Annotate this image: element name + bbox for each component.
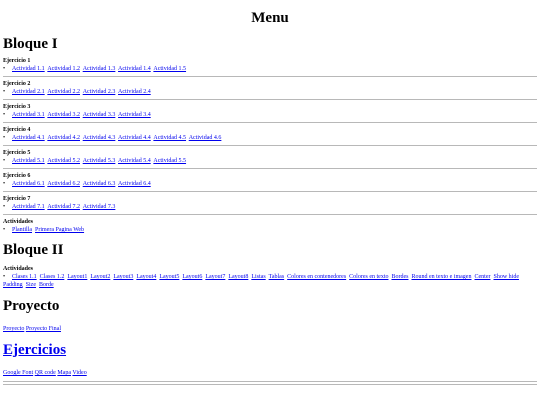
exercise-title: Ejercicio 6	[3, 173, 31, 179]
exercise-title: Ejercicio 3	[3, 104, 31, 110]
activity-link[interactable]: Size	[25, 282, 37, 288]
activity-link[interactable]: Layout7	[205, 274, 226, 280]
bullet: •	[3, 181, 6, 187]
activity-link[interactable]: Actividad 2.1	[12, 89, 45, 95]
separator	[3, 384, 537, 385]
separator	[3, 99, 537, 100]
activity-link[interactable]: Round en texto e imagen	[411, 274, 472, 280]
activity-link[interactable]: Actividad 4.2	[47, 135, 81, 141]
link-qr-code[interactable]: QR code	[34, 370, 56, 376]
exercise-block	[3, 104, 537, 123]
activity-link[interactable]: Colores en texto	[349, 274, 389, 280]
exercise-title: Ejercicio 5	[3, 150, 31, 156]
exercise-links	[3, 157, 537, 165]
bloque2-title: Bloque II	[3, 242, 64, 258]
activity-link[interactable]: Actividad 5.1	[12, 158, 45, 164]
exercise-links	[3, 65, 537, 73]
activity-link[interactable]: Padding	[3, 282, 23, 288]
exercise-title: Ejercicio 4	[3, 127, 31, 133]
activity-link[interactable]: Actividad 5.4	[118, 158, 151, 164]
activity-link[interactable]: Actividad 6.3	[82, 181, 116, 187]
activity-link[interactable]: Actividad 4.1	[12, 135, 45, 141]
exercise-links	[3, 111, 537, 119]
bullet: •	[3, 66, 6, 72]
activity-link[interactable]: Actividad 5.2	[47, 158, 81, 164]
exercise-title: Ejercicio 1	[3, 58, 31, 64]
activity-link[interactable]: Actividad 1.2	[47, 66, 81, 72]
activity-link[interactable]: Actividad 4.6	[188, 135, 222, 141]
bullet: •	[3, 158, 6, 164]
exercise-links	[3, 88, 537, 96]
link-primera-pagina-web[interactable]: Primera Pagina Web	[35, 227, 85, 233]
exercise-links	[3, 180, 537, 188]
exercise-block	[3, 196, 537, 215]
activity-link[interactable]: Actividad 7.3	[82, 204, 116, 210]
bloque1-title: Bloque I	[3, 36, 58, 52]
activity-link[interactable]: Actividad 2.3	[82, 89, 116, 95]
separator	[3, 76, 537, 77]
link-proyecto[interactable]: Proyecto	[3, 326, 25, 332]
link-proyecto-final[interactable]: Proyecto Final	[25, 326, 61, 332]
link-mapa[interactable]: Mapa	[57, 370, 72, 376]
separator	[3, 191, 537, 192]
ejercicios-links	[3, 369, 537, 377]
activity-link[interactable]: Actividad 3.1	[12, 112, 45, 118]
activity-link[interactable]: Clases 1.2	[39, 274, 65, 280]
activity-link[interactable]: Layout3	[113, 274, 134, 280]
activity-link[interactable]: Listas	[251, 274, 266, 280]
activity-link[interactable]: Actividad 1.1	[12, 66, 45, 72]
exercise-links	[3, 134, 537, 142]
activity-link[interactable]: Actividad 7.2	[47, 204, 81, 210]
activity-link[interactable]: Actividad 6.2	[47, 181, 81, 187]
link-google-font[interactable]: Google Font	[3, 370, 34, 376]
activity-link[interactable]: Actividad 2.2	[47, 89, 81, 95]
proyecto-title: Proyecto	[3, 298, 60, 314]
bloque2-actividades	[3, 266, 537, 289]
separator	[3, 145, 537, 146]
activity-link[interactable]: Clases 1.1	[12, 274, 37, 280]
exercise-title: Ejercicio 7	[3, 196, 31, 202]
activity-link[interactable]: Actividad 4.3	[82, 135, 116, 141]
proyecto-links	[3, 325, 537, 333]
activity-link[interactable]: Show hide	[493, 274, 519, 280]
activity-link[interactable]: Layout6	[182, 274, 203, 280]
activity-link[interactable]: Actividad 6.4	[118, 181, 151, 187]
exercise-block	[3, 58, 537, 77]
exercise-block	[3, 173, 537, 192]
bullet: •	[3, 274, 6, 280]
activity-link[interactable]: Layout1	[67, 274, 88, 280]
activity-link[interactable]: Layout2	[90, 274, 111, 280]
activity-link[interactable]: Bordes	[391, 274, 409, 280]
activity-link[interactable]: Actividad 3.4	[118, 112, 151, 118]
page-title: Menu	[251, 10, 289, 26]
activity-link[interactable]: Borde	[39, 282, 54, 288]
activity-link[interactable]: Actividad 1.4	[118, 66, 151, 72]
exercise-block	[3, 81, 537, 100]
activity-link[interactable]: Actividad 3.3	[82, 112, 116, 118]
activity-link[interactable]: Layout8	[228, 274, 249, 280]
bullet: •	[3, 135, 6, 141]
exercise-title: Ejercicio 2	[3, 81, 31, 87]
activity-link[interactable]: Tablas	[268, 274, 285, 280]
ejercicios-title-link[interactable]: Ejercicios	[3, 342, 67, 358]
activity-link[interactable]: Actividad 6.1	[12, 181, 45, 187]
exercise-block	[3, 150, 537, 169]
ejercicios-title	[3, 342, 537, 358]
bloque2-actividades-title: Actividades	[3, 266, 33, 272]
activity-link[interactable]: Actividad 1.5	[153, 66, 187, 72]
separator	[3, 168, 537, 169]
bloque1-actividades-title: Actividades	[3, 219, 33, 225]
separator	[3, 122, 537, 123]
bloque1-actividades-list	[3, 226, 537, 234]
bloque1-exercises	[3, 58, 537, 215]
activity-link[interactable]: Actividad 4.5	[153, 135, 187, 141]
bullet: •	[3, 89, 6, 95]
activity-link[interactable]: Center	[474, 274, 491, 280]
link-video[interactable]: Video	[72, 370, 87, 376]
page	[3, 0, 537, 385]
activity-link[interactable]: Layout5	[159, 274, 180, 280]
link-plantilla[interactable]: Plantilla	[12, 227, 32, 233]
activity-link[interactable]: Actividad 4.4	[118, 135, 151, 141]
separator	[3, 381, 537, 382]
activity-link[interactable]: Colores en contenedores	[287, 274, 347, 280]
activity-link[interactable]: Actividad 5.3	[82, 158, 116, 164]
activity-link[interactable]: Actividad 3.2	[47, 112, 81, 118]
activity-link[interactable]: Actividad 1.3	[82, 66, 116, 72]
separator	[3, 214, 537, 215]
bloque2-actividades-list	[3, 273, 537, 289]
bullet: •	[3, 204, 6, 210]
bullet: •	[3, 227, 6, 233]
bloque1-actividades	[3, 219, 537, 234]
activity-link[interactable]: Actividad 2.4	[118, 89, 151, 95]
bullet: •	[3, 112, 6, 118]
activity-link[interactable]: Actividad 5.5	[153, 158, 187, 164]
exercise-block	[3, 127, 537, 146]
exercise-links	[3, 203, 537, 211]
activity-link[interactable]: Layout4	[136, 274, 157, 280]
activity-link[interactable]: Actividad 7.1	[12, 204, 45, 210]
